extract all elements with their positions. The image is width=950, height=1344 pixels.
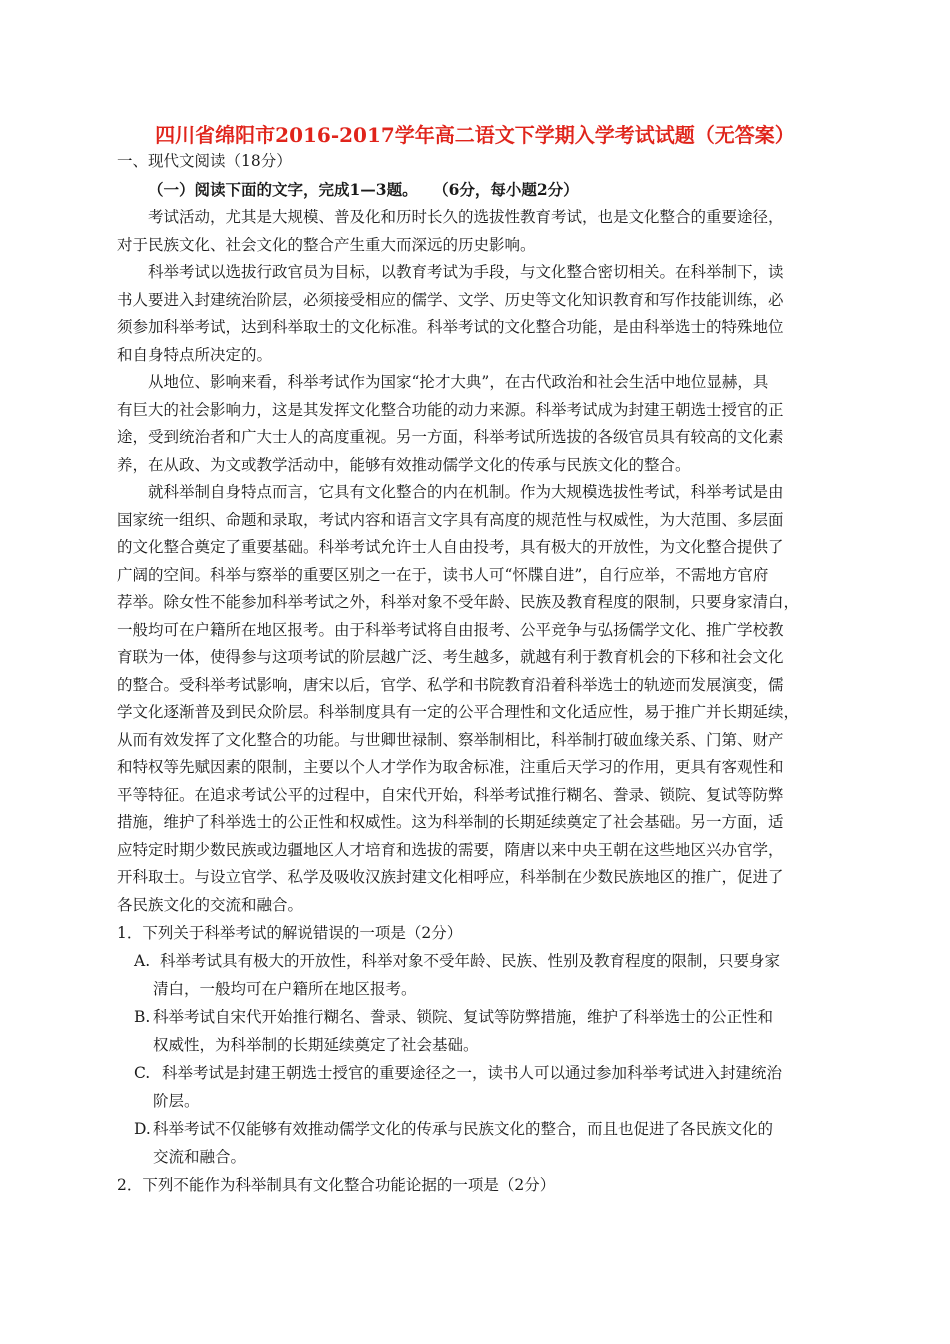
paragraph-line: 育联为一体，使得参与这项考试的阶层越广泛、考生越多，就越有利于教育机会的下移和社会文化 [117, 648, 784, 666]
paragraph-line: 和特权等先赋因素的限制，主要以个人才学作为取舍标准，注重后天学习的作用，更具有客观性和 [117, 758, 784, 776]
option-text: 科举考试是封建王朝选士授官的重要途径之一，读书人可以通过参加科举考试进入封建统治 [162, 1064, 783, 1082]
paragraph-line: 科举考试以选拔行政官员为目标，以教育考试为手段，与文化整合密切相关。在科举制下，读 [148, 263, 784, 281]
paragraph-line: 须参加科举考试，达到科举取士的文化标准。科举考试的文化整合功能，是由科举选士的特殊地位 [117, 318, 784, 336]
paragraph-line: 荐举。除女性不能参加科举考试之外，科举对象不受年龄、民族及教育程度的限制，只要身家清白， [117, 593, 800, 611]
paragraph-line: 各民族文化的交流和融合。 [117, 895, 304, 914]
paragraph-line: 应特定时期少数民族或边疆地区人才培育和选拔的需要，隋唐以来中央王朝在这些地区兴办官学， [117, 840, 784, 859]
paragraph-line: 广阔的空间。科举与察举的重要区别之一在于，读书人可“怀牒自进”，自行应举，不需地方官府 [117, 565, 769, 584]
paragraph-line: 的整合。受科举考试影响，唐宋以后，官学、私学和书院教育沿着科举选士的轨迹而发展演变，儒 [117, 675, 784, 694]
section-heading: 一、现代文阅读（18分） [117, 152, 292, 170]
option-text: 交流和融合。 [153, 1148, 247, 1166]
option-text: 科举考试不仅能够有效推动儒学文化的传承与民族文化的整合，而且也促进了各民族文化的 [153, 1120, 774, 1138]
option-label: D. [134, 1120, 151, 1138]
paragraph-line: 有巨大的社会影响力，这是其发挥文化整合功能的动力来源。科举考试成为封建王朝选士授官的正 [117, 400, 784, 419]
paragraph-line: 平等特征。在追求考试公平的过程中，自宋代开始，科举考试推行糊名、誊录、锁院、复试等防弊 [117, 785, 784, 804]
paragraph-line: 就科举制自身特点而言，它具有文化整合的内在机制。作为大规模选拔性考试，科举考试是由 [148, 483, 784, 501]
paragraph-line: 措施，维护了科举选士的公正性和权威性。这为科举制的长期延续奠定了社会基础。另一方面，适 [117, 813, 784, 831]
paragraph-line: 养，在从政、为文或教学活动中，能够有效推动儒学文化的传承与民族文化的整合。 [117, 455, 691, 474]
option-text: 清白，一般均可在户籍所在地区报考。 [153, 980, 417, 998]
option-text: 科举考试自宋代开始推行糊名、誊录、锁院、复试等防弊措施，维护了科举选士的公正性和 [153, 1008, 774, 1026]
paragraph-line: 途，受到统治者和广大士人的高度重视。另一方面，科举考试所选拔的各级官员具有较高的文化素 [117, 428, 784, 446]
paragraph-line: 书人要进入封建统治阶层，必须接受相应的儒学、文学、历史等文化知识教育和写作技能训练，必 [117, 290, 784, 309]
paragraph-line: 从而有效发挥了文化整合的功能。与世卿世禄制、察举制相比，科举制打破血缘关系、门第、财产 [117, 730, 784, 749]
paragraph-line: 和自身特点所决定的。 [117, 345, 273, 364]
option-label: A. [134, 952, 151, 970]
option-text: 科举考试具有极大的开放性，科举对象不受年龄、民族、性别及教育程度的限制，只要身家 [160, 952, 781, 970]
paragraph-line: 开科取士。与设立官学、私学及吸收汉族封建文化相呼应，科举制在少数民族地区的推广，促进了 [117, 868, 784, 886]
option-label: B. [134, 1008, 151, 1026]
subsection-heading: （一）阅读下面的文字，完成1—3题。 （6分，每小题2分） [148, 180, 579, 199]
paragraph-line: 学文化逐渐普及到民众阶层。科举制度具有一定的公平合理性和文化适应性，易于推广并长期延续， [117, 703, 800, 721]
question-stem: 1．下列关于科举考试的解说错误的一项是（2分） [117, 924, 463, 942]
paragraph-line: 一般均可在户籍所在地区报考。由于科举考试将自由报考、公平竞争与弘扬儒学文化、推广学校教 [117, 620, 784, 639]
option-label: C. [134, 1064, 151, 1082]
paragraph-line: 考试活动，尤其是大规模、普及化和历时长久的选拔性教育考试，也是文化整合的重要途径， [148, 208, 784, 226]
document-title: 四川省绵阳市2016-2017学年高二语文下学期入学考试试题（无答案） [155, 123, 795, 147]
option-text: 权威性，为科举制的长期延续奠定了社会基础。 [153, 1036, 479, 1054]
paragraph-line: 对于民族文化、社会文化的整合产生重大而深远的历史影响。 [117, 235, 536, 254]
paragraph-line: 从地位、影响来看，科举考试作为国家“抡才大典”，在古代政治和社会生活中地位显赫，具 [148, 373, 769, 391]
question-stem: 2．下列不能作为科举制具有文化整合功能论据的一项是（2分） [117, 1176, 556, 1194]
paragraph-line: 的文化整合奠定了重要基础。科举考试允许士人自由投考，具有极大的开放性，为文化整合提供了 [117, 538, 784, 556]
paragraph-line: 国家统一组织、命题和录取，考试内容和语言文字具有高度的规范性与权威性，为大范围、多层面 [117, 510, 784, 529]
option-text: 阶层。 [153, 1092, 200, 1110]
